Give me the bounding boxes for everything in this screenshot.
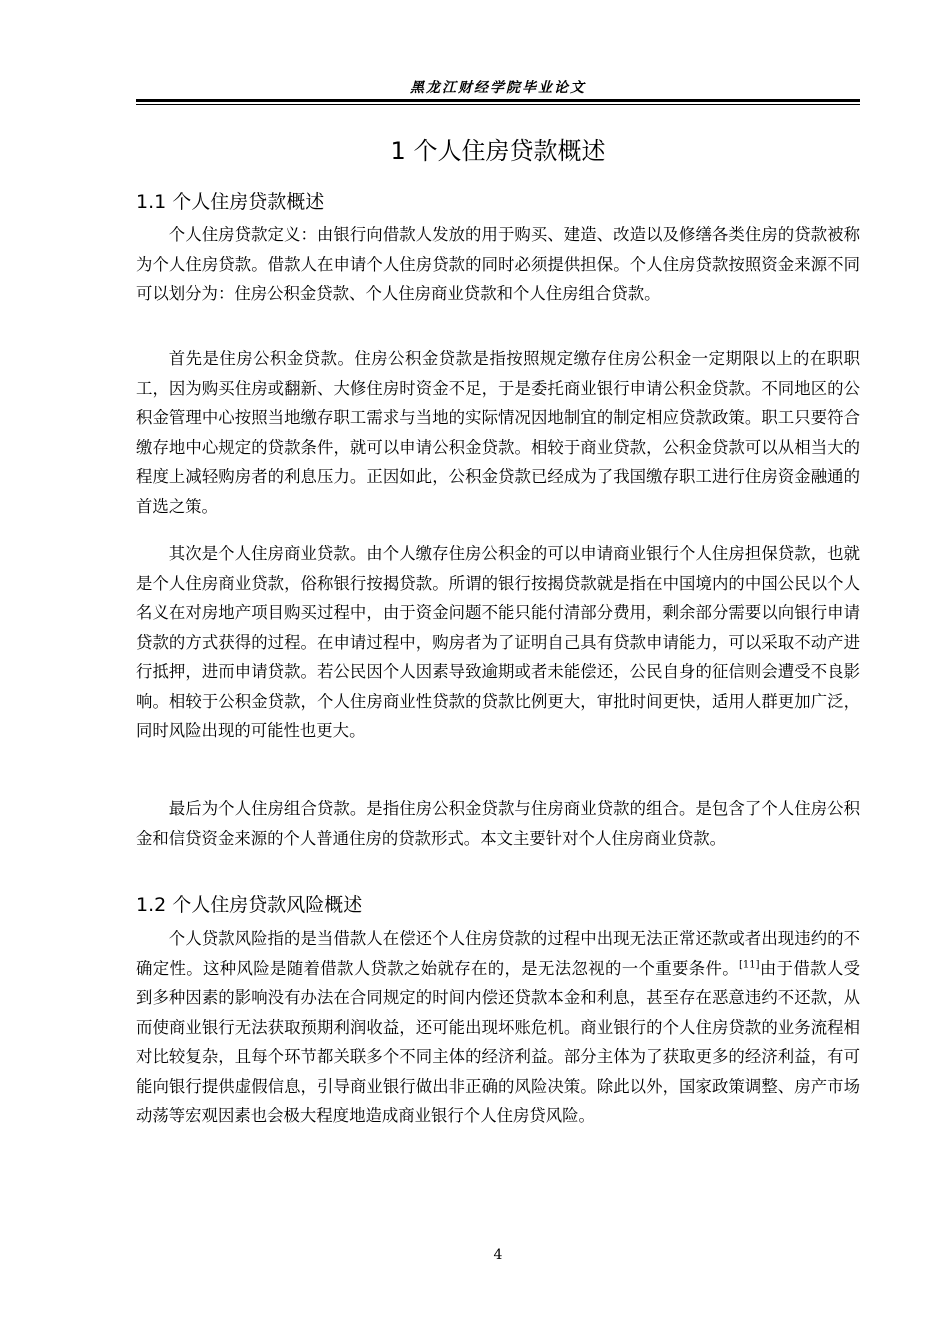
chapter-title: 1 个人住房贷款概述 <box>390 137 606 165</box>
paragraph-combination-loan: 最后为个人住房组合贷款。是指住房公积金贷款与住房商业贷款的组合。是包含了个人住房公积金和信贷资金来源的个人普通住房的贷款形式。本文主要针对个人住房商业贷款。 <box>136 799 860 848</box>
section-heading-1-1: 1.1 个人住房贷款概述 <box>136 191 325 213</box>
citation-marker[interactable]: [11] <box>738 959 760 971</box>
paragraph-loan-risk <box>136 924 860 1131</box>
page-number: 4 <box>493 1247 503 1263</box>
section-heading-1-2: 1.2 个人住房贷款风险概述 <box>136 894 363 916</box>
header-rule-thin <box>136 104 860 105</box>
paragraph-definition: 个人住房贷款定义：由银行向借款人发放的用于购买、建造、改造以及修缮各类住房的贷款被称为个人住房贷款。借款人在申请个人住房贷款的同时必须提供担保。个人住房贷款按照资金来源不同可以划分为：住房公积金贷款、个人住房商业贷款和个人住房组合贷款。 <box>136 225 860 303</box>
running-header: 黑龙江财经学院毕业论文 <box>410 80 586 96</box>
risk-text-part-2: 由于借款人受到多种因素的影响没有办法在合同规定的时间内偿还贷款本金和利息，甚至存在恶意违约不还款，从而使商业银行无法获取预期利润收益，还可能出现坏账危机。商业银行的个人住房贷款的业务流程相对比较复杂，且每个环节都关联多个不同主体的经济利益。部分主体为了获取更多的经济利益，有可能向银行提供虚假信息，引导商业银行做出非正确的风险决策。除此以外，国家政策调整、房产市场动荡等宏观因素也会极大程度地造成商业银行个人住房贷风险。 <box>136 958 861 1125</box>
paragraph-commercial-loan: 其次是个人住房商业贷款。由个人缴存住房公积金的可以申请商业银行个人住房担保贷款，也就是个人住房商业贷款，俗称银行按揭贷款。所谓的银行按揭贷款就是指在中国境内的中国公民以个人名义在对房地产项目购买过程中，由于资金问题不能只能付清部分费用，剩余部分需要以向银行申请贷款的方式获得的过程。在申请过程中，购房者为了证明自己具有贷款申请能力，可以采取不动产进行抵押，进而申请贷款。若公民因个人因素导致逾期或者未能偿还，公民自身的征信则会遭受不良影响。相较于公积金贷款，个人住房商业性贷款的贷款比例更大，审批时间更快，适用人群更加广泛，同时风险出现的可能性也更大。 <box>136 544 860 740</box>
header-rule-thick <box>136 99 860 102</box>
paragraph-provident-fund-loan: 首先是住房公积金贷款。住房公积金贷款是指按照规定缴存住房公积金一定期限以上的在职职工，因为购买住房或翻新、大修住房时资金不足，于是委托商业银行申请公积金贷款。不同地区的公积金管理中心按照当地缴存职工需求与当地的实际情况因地制宜的制定相应贷款政策。职工只要符合缴存地中心规定的贷款条件，就可以申请公积金贷款。相较于商业贷款，公积金贷款可以从相当大的程度上减轻购房者的利息压力。正因如此，公积金贷款已经成为了我国缴存职工进行住房资金融通的首选之策。 <box>136 349 860 516</box>
risk-text-part-1: 个人贷款风险指的是当借款人在偿还个人住房贷款的过程中出现无法正常还款或者出现违约的不确定性。这种风险是随着借款人贷款之始就存在的，是无法忽视的一个重要条件。 <box>136 929 860 978</box>
